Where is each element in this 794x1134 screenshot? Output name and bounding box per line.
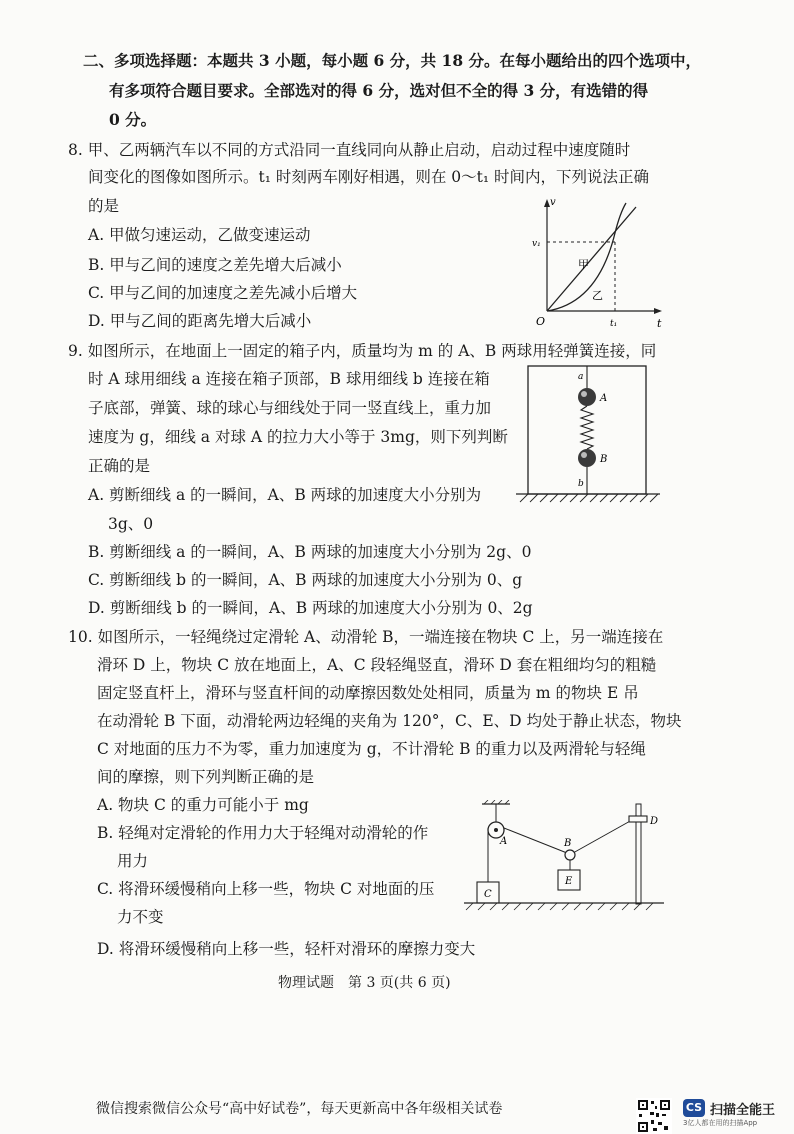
q10-option-c-line1: C. 将滑环缓慢稍向上移一些，物块 C 对地面的压 (97, 880, 435, 898)
q8-option-c: C. 甲与乙间的加速度之差先减小后增大 (88, 284, 358, 302)
q9-stem-line2: 时 A 球用细线 a 连接在箱子顶部，B 球用细线 b 连接在箱 (88, 370, 490, 388)
section-heading-line2: 有多项符合题目要求。全部选对的得 6 分，选对但不全的得 3 分，有选错的得 (109, 81, 649, 100)
q8-stem-line3: 的是 (88, 197, 120, 215)
q9-label-A: A (600, 393, 608, 404)
q9-stem-line3: 子底部，弹簧、球的球心与细线处于同一竖直线上，重力加 (88, 399, 492, 417)
q10-label-D: D (650, 816, 659, 827)
q8-v1-label: v₁ (532, 239, 541, 249)
camscanner-name: 扫描全能王 (710, 1103, 776, 1118)
q8-stem-line2: 间变化的图像如图所示。t₁ 时刻两车刚好相遇，则在 0～t₁ 时间内，下列说法正确 (88, 168, 650, 186)
q9-option-a-line1: A. 剪断细线 a 的一瞬间，A、B 两球的加速度大小分别为 (88, 486, 482, 504)
bottom-note: 微信搜索微信公众号“高中好试卷”，每天更新高中各年级相关试卷 (96, 1101, 503, 1117)
q8-stem-line1: 8. 甲、乙两辆汽车以不同的方式沿同一直线同向从静止启动，启动过程中速度随时 (68, 141, 631, 159)
q10-option-d: D. 将滑环缓慢稍向上移一些，轻杆对滑环的摩擦力变大 (97, 940, 476, 958)
q8-origin-label: O (536, 315, 546, 328)
q8-option-d: D. 甲与乙间的距离先增大后减小 (88, 312, 312, 330)
q9-label-a: a (578, 372, 584, 382)
camscanner-logo: CS (683, 1099, 705, 1117)
q8-axis-v-label: v (550, 197, 556, 208)
section-heading-line3: 0 分。 (109, 110, 157, 129)
q10-option-c-line2: 力不变 (117, 908, 164, 926)
q9-box-diagram (516, 362, 660, 510)
page-footer: 物理试题 第 3 页(共 6 页) (278, 975, 451, 991)
q8-option-b: B. 甲与乙间的速度之差先增大后减小 (88, 256, 342, 274)
q10-pulley-diagram (464, 800, 664, 916)
q9-option-c: C. 剪断细线 b 的一瞬间，A、B 两球的加速度大小分别为 0、g (88, 571, 523, 589)
q10-label-E: E (565, 876, 573, 887)
q10-stem-line2: 滑环 D 上，物块 C 放在地面上，A、C 段轻绳竖直，滑环 D 套在粗细均匀的粗糙 (97, 656, 657, 674)
q10-label-B: B (564, 838, 572, 849)
q9-stem-line4: 速度为 g，细线 a 对球 A 的拉力大小等于 3mg，则下列判断 (88, 428, 508, 446)
q10-stem-line5: C 对地面的压力不为零，重力加速度为 g，不计滑轮 B 的重力以及两滑轮与轻绳 (97, 740, 646, 758)
q10-stem-line4: 在动滑轮 B 下面，动滑轮两边轻绳的夹角为 120°，C、E、D 均处于静止状态，物块 (97, 712, 682, 730)
qr-code-icon (636, 1098, 672, 1134)
q10-option-a: A. 物块 C 的重力可能小于 mg (97, 796, 309, 814)
q8-yi-label: 乙 (592, 289, 603, 302)
q10-label-C: C (484, 889, 492, 900)
q9-option-a-line2: 3g、0 (108, 515, 154, 533)
q10-label-A: A (500, 836, 508, 847)
camscanner-tagline: 3亿人都在用的扫描App (683, 1119, 758, 1127)
q8-option-a: A. 甲做匀速运动，乙做变速运动 (88, 226, 311, 244)
q9-label-B: B (600, 454, 608, 465)
q10-option-b-line2: 用力 (117, 852, 149, 870)
section-heading-line1: 二、多项选择题：本题共 3 小题，每小题 6 分，共 18 分。在每小题给出的四个选项中， (83, 51, 702, 70)
q9-option-d: D. 剪断细线 b 的一瞬间，A、B 两球的加速度大小分别为 0、2g (88, 599, 533, 617)
q9-label-b: b (578, 479, 584, 489)
q10-stem-line6: 间的摩擦，则下列判断正确的是 (97, 768, 315, 786)
q9-stem-line5: 正确的是 (88, 457, 151, 475)
q10-stem-line1: 10. 如图所示，一轻绳绕过定滑轮 A、动滑轮 B，一端连接在物块 C 上，另一端连接在 (68, 628, 664, 646)
q8-vt-graph (528, 193, 668, 333)
q8-axis-t-label: t (657, 317, 662, 330)
q8-jia-label: 甲 (578, 258, 589, 271)
q8-t1-label: t₁ (610, 319, 618, 329)
q9-stem-line1: 9. 如图所示，在地面上一固定的箱子内，质量均为 m 的 A、B 两球用轻弹簧连接，同 (68, 342, 657, 360)
q10-stem-line3: 固定竖直杆上，滑环与竖直杆间的动摩擦因数处处相同，质量为 m 的物块 E 吊 (97, 684, 639, 702)
q10-option-b-line1: B. 轻绳对定滑轮的作用力大于轻绳对动滑轮的作 (97, 824, 429, 842)
q9-option-b: B. 剪断细线 a 的一瞬间，A、B 两球的加速度大小分别为 2g、0 (88, 543, 532, 561)
